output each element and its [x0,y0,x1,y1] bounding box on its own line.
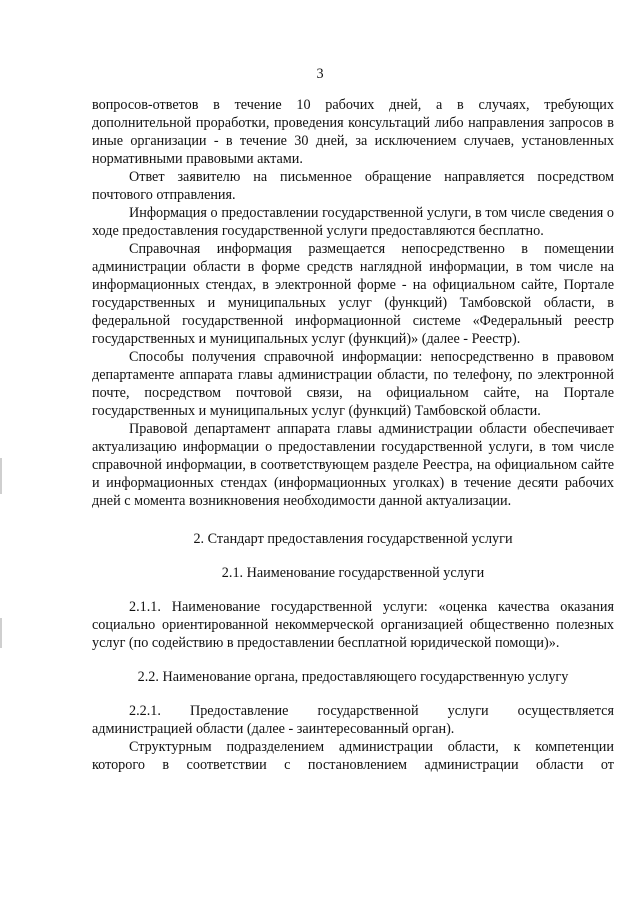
paragraph: 2.1.1. Наименование государственной услуги: «оценка качества оказания социально ориентированной некоммерческой организацией общественно полезных услуг (по содействию в предоставлении бесплатной юридической помощи)». [92,599,614,651]
page-number: 3 [316,66,324,82]
scan-edge-mark [0,458,2,494]
paragraph: Ответ заявителю на письменное обращение направляется посредством почтового отправления. [92,169,614,203]
paragraph: Справочная информация размещается непосредственно в помещении администрации области в форме средств наглядной информации, в том числе на информационных стендах, в электронной форме - на официальном сайте, Портале государственных и муниципальных услуг (функций) Тамбовской области, в федеральной государственной информационной системе «Федеральный реестр государственных и муниципальных услуг (функций)» (далее - Реестр). [92,241,614,347]
scan-edge-mark [0,618,2,648]
subsection-heading: 2.1. Наименование государственной услуги [221,565,485,581]
paragraph-line: Структурным подразделением администрации области, к компетенции [129,739,614,755]
paragraph: Способы получения справочной информации: непосредственно в правовом департаменте аппарата главы администрации области, по телефону, по электронной почте, посредством почтовой связи, на официальном сайте, на Портале государственных и муниципальных услуг (функций) Тамбовской области. [92,349,614,419]
subsection-heading: 2.2. Наименование органа, предоставляющего государственную услугу [137,669,569,685]
paragraph-line: которого в соответствии с постановлением администрации области от [92,757,614,773]
paragraph: 2.2.1. Предоставление государственной услуги осуществляется администрацией области (далее - заинтересованный орган). [92,703,614,737]
section-heading: 2. Стандарт предоставления государственной услуги [193,531,513,547]
paragraph: Информация о предоставлении государственной услуги, в том числе сведения о ходе предоставления государственной услуги предоставляются бесплатно. [92,205,614,239]
document-body [92,96,614,774]
paragraph: Правовой департамент аппарата главы администрации области обеспечивает актуализацию информации о предоставлении государственной услуги, в том числе справочной информации, в соответствующем разделе Реестра, на официальном сайте и информационных стендах (информационных уголках) в течение десяти рабочих дней с момента возникновения необходимости данной актуализации. [92,421,614,509]
paragraph: вопросов-ответов в течение 10 рабочих дней, а в случаях, требующих дополнительной проработки, проведения консультаций либо направления запросов в иные организации - в течение 30 дней, за исключением случаев, установленных нормативными правовыми актами. [92,97,614,167]
